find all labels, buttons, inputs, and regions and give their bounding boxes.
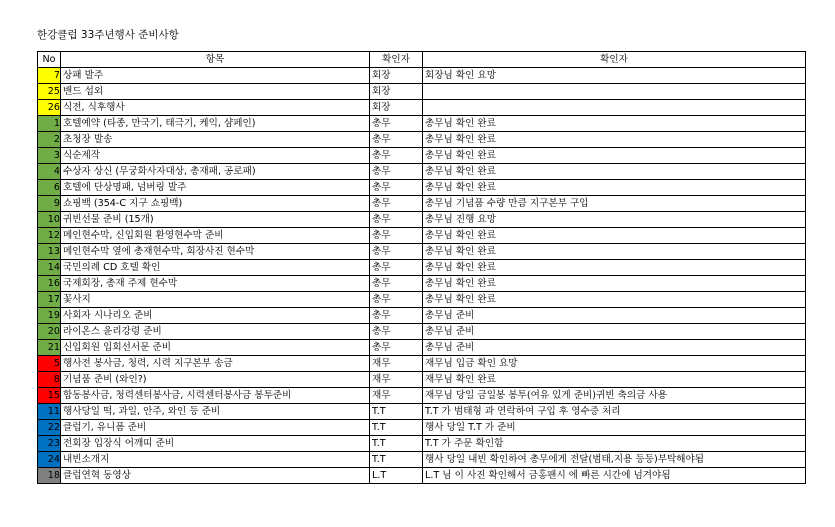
table-row bbox=[38, 196, 806, 212]
row-number-cell[interactable]: 5 bbox=[38, 356, 61, 372]
table-row bbox=[38, 356, 806, 372]
row-number-cell[interactable]: 8 bbox=[38, 372, 61, 388]
table-row bbox=[38, 244, 806, 260]
table-row bbox=[38, 420, 806, 436]
table-row bbox=[38, 276, 806, 292]
status-cell[interactable]: 총무님 진행 요망 bbox=[423, 212, 806, 228]
item-cell[interactable]: 합동봉사금, 청력센터봉사금, 시력센터봉사금 봉투준비 bbox=[61, 388, 370, 404]
owner-cell[interactable]: 총무 bbox=[370, 276, 423, 292]
header-status[interactable]: 확인자 bbox=[423, 52, 806, 68]
sheet-title: 한강클럽 33주년행사 준비사항 bbox=[37, 29, 179, 41]
status-cell[interactable]: 총무님 확인 완료 bbox=[423, 228, 806, 244]
item-cell[interactable]: 호텔에 단상명패, 넘버링 발주 bbox=[61, 180, 370, 196]
header-row bbox=[38, 52, 806, 68]
row-number-cell[interactable]: 21 bbox=[38, 340, 61, 356]
status-cell[interactable]: 총무님 확인 완료 bbox=[423, 292, 806, 308]
checklist-table bbox=[37, 51, 806, 484]
table-row bbox=[38, 388, 806, 404]
status-cell[interactable]: 총무님 확인 완료 bbox=[423, 180, 806, 196]
owner-cell[interactable]: 총무 bbox=[370, 180, 423, 196]
header-no[interactable]: No bbox=[38, 52, 61, 68]
table-row bbox=[38, 132, 806, 148]
item-cell[interactable]: 귀빈선물 준비 (15개) bbox=[61, 212, 370, 228]
status-cell[interactable]: 재무님 입금 확인 요망 bbox=[423, 356, 806, 372]
row-number-cell[interactable]: 20 bbox=[38, 324, 61, 340]
owner-cell[interactable]: 총무 bbox=[370, 244, 423, 260]
table-row bbox=[38, 148, 806, 164]
row-number-cell[interactable]: 2 bbox=[38, 132, 61, 148]
row-number-cell[interactable]: 19 bbox=[38, 308, 61, 324]
row-number-cell[interactable]: 10 bbox=[38, 212, 61, 228]
status-cell[interactable]: 총무님 기념품 수량 만큼 지구본부 구입 bbox=[423, 196, 806, 212]
status-cell[interactable]: T.T 가 주문 확인함 bbox=[423, 436, 806, 452]
item-cell[interactable]: 밴드 섭외 bbox=[61, 84, 370, 100]
owner-cell[interactable]: 총무 bbox=[370, 308, 423, 324]
row-number-cell[interactable]: 12 bbox=[38, 228, 61, 244]
status-cell[interactable]: 총무님 준비 bbox=[423, 308, 806, 324]
status-cell[interactable]: 총무님 확인 완료 bbox=[423, 244, 806, 260]
header-item[interactable]: 항목 bbox=[61, 52, 370, 68]
owner-cell[interactable]: T.T bbox=[370, 436, 423, 452]
item-cell[interactable]: 클럽기, 유니폼 준비 bbox=[61, 420, 370, 436]
item-cell[interactable]: 행사전 봉사금, 청력, 시력 지구본부 송금 bbox=[61, 356, 370, 372]
owner-cell[interactable]: 총무 bbox=[370, 164, 423, 180]
owner-cell[interactable]: 총무 bbox=[370, 340, 423, 356]
owner-cell[interactable]: 총무 bbox=[370, 212, 423, 228]
item-cell[interactable]: 쇼핑백 (354-C 지구 쇼핑백) bbox=[61, 196, 370, 212]
owner-cell[interactable]: 총무 bbox=[370, 324, 423, 340]
item-cell[interactable]: 초청장 발송 bbox=[61, 132, 370, 148]
status-cell[interactable]: 행사 당일 내빈 확인하여 총무에게 전달(범태,지용 등등)부탁해야됨 bbox=[423, 452, 806, 468]
owner-cell[interactable]: 총무 bbox=[370, 260, 423, 276]
owner-cell[interactable]: T.T bbox=[370, 420, 423, 436]
item-cell[interactable]: 전회장 입장식 어깨띠 준비 bbox=[61, 436, 370, 452]
status-cell[interactable]: 회장님 확인 요망 bbox=[423, 68, 806, 84]
status-cell[interactable]: L.T 님 이 사진 확인해서 금홍팬시 에 빠른 시간에 넘겨야됨 bbox=[423, 468, 806, 484]
owner-cell[interactable]: 총무 bbox=[370, 292, 423, 308]
owner-cell[interactable]: 재무 bbox=[370, 388, 423, 404]
row-number-cell[interactable]: 14 bbox=[38, 260, 61, 276]
item-cell[interactable]: 꽃사지 bbox=[61, 292, 370, 308]
item-cell[interactable]: 국제회장, 총재 주제 현수막 bbox=[61, 276, 370, 292]
status-cell[interactable]: 총무님 확인 완료 bbox=[423, 132, 806, 148]
row-number-cell[interactable]: 7 bbox=[38, 68, 61, 84]
status-cell[interactable]: 총무님 준비 bbox=[423, 340, 806, 356]
row-number-cell[interactable]: 18 bbox=[38, 468, 61, 484]
status-cell[interactable]: 총무님 확인 완료 bbox=[423, 276, 806, 292]
table-row bbox=[38, 468, 806, 484]
row-number-cell[interactable]: 11 bbox=[38, 404, 61, 420]
owner-cell[interactable]: 회장 bbox=[370, 68, 423, 84]
item-cell[interactable]: 내빈소개지 bbox=[61, 452, 370, 468]
table-row bbox=[38, 340, 806, 356]
owner-cell[interactable]: 총무 bbox=[370, 196, 423, 212]
item-cell[interactable]: 수상자 상신 (무궁화사자대상, 총재패, 공로패) bbox=[61, 164, 370, 180]
owner-cell[interactable]: 총무 bbox=[370, 148, 423, 164]
item-cell[interactable]: 호텔예약 (타종, 만국기, 태극기, 케익, 샴페인) bbox=[61, 116, 370, 132]
owner-cell[interactable]: 재무 bbox=[370, 356, 423, 372]
table-row bbox=[38, 84, 806, 100]
item-cell[interactable]: 식전, 식후행사 bbox=[61, 100, 370, 116]
status-cell[interactable]: 총무님 확인 완료 bbox=[423, 148, 806, 164]
table-row bbox=[38, 260, 806, 276]
item-cell[interactable]: 클럽연혁 동영상 bbox=[61, 468, 370, 484]
table-row bbox=[38, 324, 806, 340]
row-number-cell[interactable]: 1 bbox=[38, 116, 61, 132]
item-cell[interactable]: 사회자 시나리오 준비 bbox=[61, 308, 370, 324]
status-cell[interactable]: T.T 가 범태형 과 연락하여 구입 후 영수증 처리 bbox=[423, 404, 806, 420]
row-number-cell[interactable]: 24 bbox=[38, 452, 61, 468]
item-cell[interactable]: 메인현수막, 신입회원 환영현수막 준비 bbox=[61, 228, 370, 244]
status-cell[interactable]: 총무님 확인 완료 bbox=[423, 260, 806, 276]
item-cell[interactable]: 식순제작 bbox=[61, 148, 370, 164]
status-cell[interactable] bbox=[423, 84, 806, 100]
table-row bbox=[38, 372, 806, 388]
owner-cell[interactable]: 회장 bbox=[370, 100, 423, 116]
row-number-cell[interactable]: 22 bbox=[38, 420, 61, 436]
table-row bbox=[38, 452, 806, 468]
row-number-cell[interactable]: 3 bbox=[38, 148, 61, 164]
owner-cell[interactable]: 총무 bbox=[370, 132, 423, 148]
table-row bbox=[38, 212, 806, 228]
status-cell[interactable]: 재무님 당일 금일봉 봉투(여유 있게 준비)귀빈 축의금 사용 bbox=[423, 388, 806, 404]
owner-cell[interactable]: T.T bbox=[370, 452, 423, 468]
owner-cell[interactable]: T.T bbox=[370, 404, 423, 420]
table-row bbox=[38, 116, 806, 132]
item-cell[interactable]: 행사당일 떡, 과일, 안주, 와인 등 준비 bbox=[61, 404, 370, 420]
row-number-cell[interactable]: 6 bbox=[38, 180, 61, 196]
row-number-cell[interactable]: 23 bbox=[38, 436, 61, 452]
row-number-cell[interactable]: 9 bbox=[38, 196, 61, 212]
table-row bbox=[38, 164, 806, 180]
status-cell[interactable]: 행사 당일 T.T 가 준비 bbox=[423, 420, 806, 436]
item-cell[interactable]: 국민의례 CD 호텔 확인 bbox=[61, 260, 370, 276]
row-number-cell[interactable]: 4 bbox=[38, 164, 61, 180]
table-row bbox=[38, 436, 806, 452]
row-number-cell[interactable]: 13 bbox=[38, 244, 61, 260]
item-cell[interactable]: 라이온스 윤리강령 준비 bbox=[61, 324, 370, 340]
status-cell[interactable]: 총무님 준비 bbox=[423, 324, 806, 340]
item-cell[interactable]: 메인현수막 옆에 총재현수막, 회장사진 현수막 bbox=[61, 244, 370, 260]
item-cell[interactable]: 기념품 준비 (와인?) bbox=[61, 372, 370, 388]
status-cell[interactable]: 총무님 확인 완료 bbox=[423, 164, 806, 180]
table-row bbox=[38, 308, 806, 324]
owner-cell[interactable]: 회장 bbox=[370, 84, 423, 100]
status-cell[interactable] bbox=[423, 100, 806, 116]
table-row bbox=[38, 404, 806, 420]
item-cell[interactable]: 신입회원 입회선서문 준비 bbox=[61, 340, 370, 356]
status-cell[interactable]: 총무님 확인 완료 bbox=[423, 116, 806, 132]
table-row bbox=[38, 180, 806, 196]
owner-cell[interactable]: L.T bbox=[370, 468, 423, 484]
row-number-cell[interactable]: 25 bbox=[38, 84, 61, 100]
owner-cell[interactable]: 재무 bbox=[370, 372, 423, 388]
table-row bbox=[38, 228, 806, 244]
owner-cell[interactable]: 총무 bbox=[370, 116, 423, 132]
table-row bbox=[38, 100, 806, 116]
row-number-cell[interactable]: 16 bbox=[38, 276, 61, 292]
row-number-cell[interactable]: 17 bbox=[38, 292, 61, 308]
row-number-cell[interactable]: 15 bbox=[38, 388, 61, 404]
status-cell[interactable]: 재무님 확인 완료 bbox=[423, 372, 806, 388]
row-number-cell[interactable]: 26 bbox=[38, 100, 61, 116]
item-cell[interactable]: 상패 발주 bbox=[61, 68, 370, 84]
owner-cell[interactable]: 총무 bbox=[370, 228, 423, 244]
table-row bbox=[38, 292, 806, 308]
header-owner[interactable]: 확인자 bbox=[370, 52, 423, 68]
table-row bbox=[38, 68, 806, 84]
